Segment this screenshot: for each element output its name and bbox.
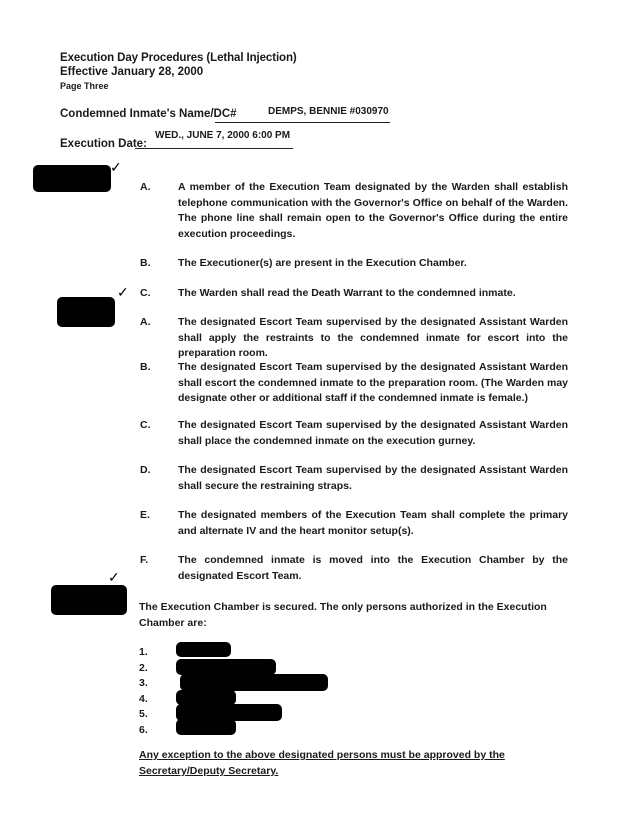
list-number: 4.	[139, 692, 148, 705]
list-item	[140, 463, 570, 495]
list-item	[140, 315, 570, 359]
check-mark-icon: ✓	[108, 570, 120, 586]
list-item	[140, 286, 570, 302]
item-letter: C.	[140, 287, 151, 299]
redaction-block	[176, 690, 236, 705]
list-item	[140, 508, 570, 540]
inmate-label: Condemned Inmate's Name/DC#	[60, 108, 237, 120]
inmate-underline	[215, 122, 390, 123]
item-letter: B.	[140, 361, 151, 373]
inmate-value: DEMPS, BENNIE #030970	[268, 106, 389, 117]
list-item	[140, 360, 570, 407]
item-text: The designated Escort Team supervised by the designated Assistant Warden shall secure the restraining straps.	[178, 464, 568, 492]
item-text: The designated Escort Team supervised by the designated Assistant Warden shall escort the condemned inmate to the preparation room. (The Warden may designate other or additional staff if the condemned inmate is female.)	[178, 361, 568, 404]
footer-note: Any exception to the above designated persons must be approved by the Secretary/Deputy Secretary.	[139, 749, 505, 777]
list-number: 6.	[139, 723, 148, 736]
redaction-block	[176, 659, 276, 675]
item-text: The designated members of the Execution Team shall complete the primary and alternate IV and the heart monitor setup(s).	[178, 509, 568, 537]
redaction-block	[180, 674, 328, 691]
execution-date-label: Execution Date:	[60, 138, 147, 150]
item-text: The condemned inmate is moved into the Execution Chamber by the designated Escort Team.	[178, 554, 568, 582]
item-text: The designated Escort Team supervised by the designated Assistant Warden shall place the condemned inmate on the execution gurney.	[178, 419, 568, 447]
list-number: 1.	[139, 646, 148, 658]
check-mark-icon: ✓	[110, 160, 122, 176]
effective-date: Effective January 28, 2000	[60, 66, 204, 78]
list-item	[140, 418, 570, 450]
check-mark-icon: ✓	[117, 285, 129, 301]
item-text: The Warden shall read the Death Warrant to the condemned inmate.	[178, 287, 516, 299]
item-letter: A.	[140, 316, 151, 328]
item-letter: C.	[140, 419, 151, 431]
list-item	[140, 180, 570, 242]
item-text: The Executioner(s) are present in the Execution Chamber.	[178, 257, 467, 269]
list-item	[140, 553, 570, 585]
item-text: The designated Escort Team supervised by the designated Assistant Warden shall apply the restraints to the condemned inmate for escort into the preparation room.	[178, 316, 568, 359]
list-number: 3.	[139, 677, 148, 689]
execution-date-value: WED., JUNE 7, 2000 6:00 PM	[155, 130, 291, 141]
item-letter: A.	[140, 181, 151, 193]
execution-date-underline	[135, 148, 293, 149]
list-item	[140, 256, 570, 272]
redaction-block	[176, 719, 236, 735]
list-number: 2.	[139, 661, 148, 674]
redaction-block	[51, 585, 127, 615]
chamber-statement: The Execution Chamber is secured. The only persons authorized in the Execution Chamber are:	[139, 601, 547, 629]
item-letter: F.	[140, 554, 149, 566]
item-letter: E.	[140, 509, 150, 521]
redaction-block	[33, 165, 111, 192]
item-letter: B.	[140, 257, 151, 269]
redaction-block	[176, 642, 231, 657]
document-title: Execution Day Procedures (Lethal Injection)	[60, 52, 297, 64]
item-letter: D.	[140, 464, 151, 476]
page-number: Page Three	[60, 81, 109, 91]
authorized-persons-list	[139, 645, 148, 738]
item-text: A member of the Execution Team designated by the Warden shall establish telephone communication with the Governor's Office on behalf of the Warden. The phone line shall remain open to the Governor's Office during the entire execution proceedings.	[178, 181, 568, 240]
list-number: 5.	[139, 708, 148, 720]
redaction-block	[57, 297, 115, 327]
